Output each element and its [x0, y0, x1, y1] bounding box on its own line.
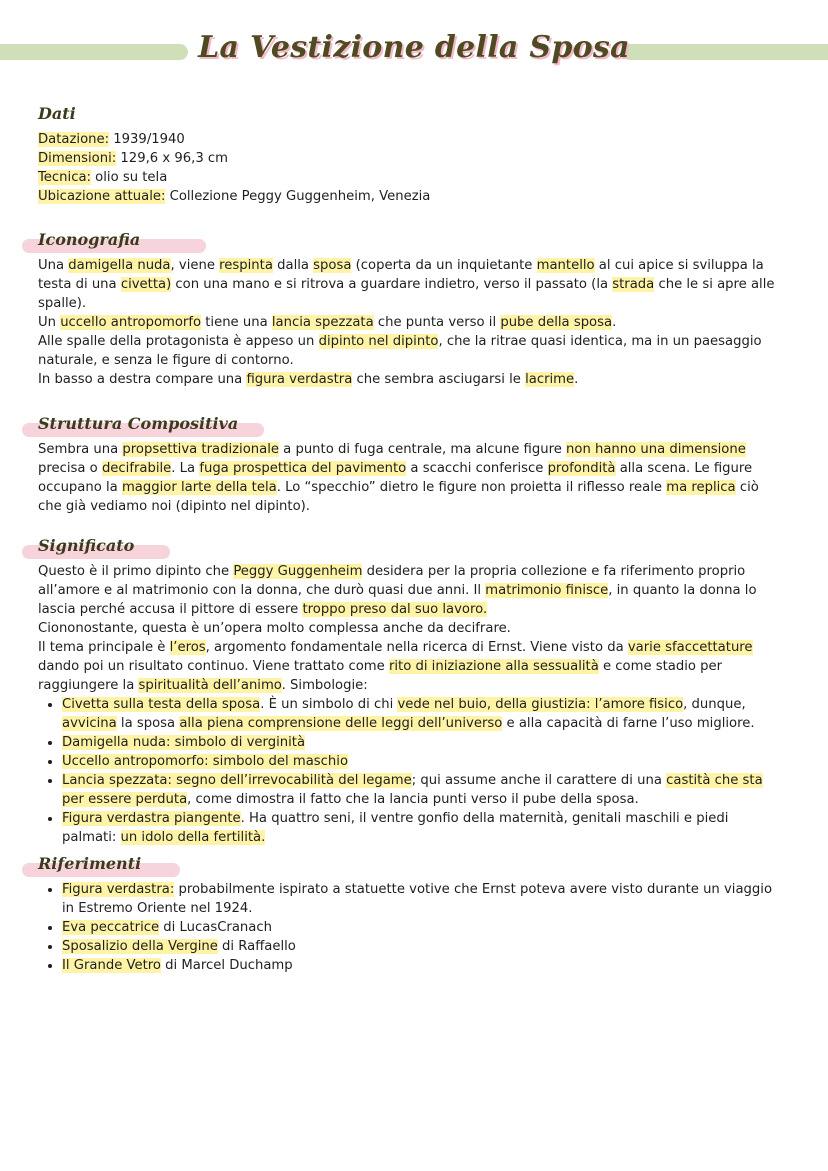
text-run: . [612, 315, 617, 330]
list-item [62, 809, 776, 847]
section-title: Iconografia [38, 230, 141, 249]
text-run: , dunque, [683, 697, 746, 712]
highlighted-text: pube della sposa [500, 315, 613, 330]
list-item [62, 880, 776, 918]
paragraph [38, 313, 776, 332]
text-run: Una [38, 258, 69, 273]
section-struttura [38, 414, 776, 516]
paragraph [38, 256, 776, 313]
paragraph [38, 370, 776, 389]
title-row [0, 30, 828, 78]
highlighted-text: spiritualità dell’animo [138, 678, 282, 693]
text-run: la sposa [116, 716, 180, 731]
highlighted-text: troppo preso dal suo lavoro. [302, 602, 488, 617]
highlighted-text: Il Grande Vetro [62, 958, 161, 973]
paragraph [38, 562, 776, 619]
dati-row [38, 168, 776, 187]
highlighted-text: decifrabile [101, 461, 172, 476]
riferimenti-list [38, 880, 776, 975]
section-iconografia [38, 230, 776, 389]
highlighted-text: lacrime [525, 372, 575, 387]
dati-row [38, 130, 776, 149]
highlighted-text: varie sfaccettature [627, 640, 753, 655]
section-title: Struttura Compositiva [38, 414, 239, 433]
section-title: Significato [38, 536, 135, 555]
iconografia-body [38, 256, 776, 389]
highlighted-text: avvicina [62, 716, 117, 731]
text-run: Ciononostante, questa è un’opera molto complessa anche da decifrare. [38, 621, 511, 636]
text-run: . La [171, 461, 200, 476]
highlighted-text: profondità [547, 461, 616, 476]
text-run: al cui apice si sviluppa la testa di una [38, 258, 764, 292]
list-item [62, 956, 776, 975]
significato-symbols-list [38, 695, 776, 847]
paragraph [38, 638, 776, 695]
highlighted-text: propsettiva tradizionale [122, 442, 279, 457]
text-run: Questo è il primo dipinto che [38, 564, 234, 579]
text-run: probabilmente ispirato a statuette votive che Ernst poteva avere visto durante un viaggio in Estremo Oriente nel 1924. [62, 882, 773, 916]
text-run: . Ha quattro seni, il ventre gonfio della maternità, genitali maschili e piedi palmati: [62, 811, 729, 845]
significato-body [38, 562, 776, 695]
page-title: La Vestizione della Sposa [198, 30, 630, 65]
dati-row [38, 149, 776, 168]
highlighted-text: Figura verdastra: [62, 882, 175, 897]
section-header [38, 854, 776, 880]
dati-value: olio su tela [90, 170, 168, 185]
highlighted-text: Figura verdastra piangente [62, 811, 241, 826]
highlighted-text: vede nel buio, della giustizia: l’amore fisico [397, 697, 684, 712]
list-item [62, 937, 776, 956]
highlighted-text: non hanno una dimensione [566, 442, 746, 457]
highlighted-text: lancia spezzata [271, 315, 374, 330]
text-run: , viene [170, 258, 220, 273]
text-run: e alla capacità di farne l’uso migliore. [502, 716, 755, 731]
highlighted-text: Peggy Guggenheim [233, 564, 363, 579]
highlighted-text: Sposalizio della Vergine [62, 939, 218, 954]
highlighted-text: sposa [313, 258, 352, 273]
text-run: di Raffaello [217, 939, 296, 954]
section-header [38, 230, 776, 256]
highlighted-text: un idolo della fertilità. [120, 830, 266, 845]
text-run: , come dimostra il fatto che la lancia punti verso il pube della sposa. [187, 792, 639, 807]
text-run: Un [38, 315, 61, 330]
highlighted-text: strada [612, 277, 655, 292]
text-run: con una mano e si ritrova a guardare indietro, verso il passato (la [171, 277, 613, 292]
highlighted-text: figura verdastra [246, 372, 353, 387]
dati-label: Tecnica: [38, 170, 91, 185]
text-run: , che la ritrae quasi identica, ma in un paesaggio naturale, e senza le figure di contorno. [38, 334, 762, 368]
list-item [62, 918, 776, 937]
text-run: (coperta da un inquietante [351, 258, 537, 273]
highlighted-text: dipinto nel dipinto [318, 334, 439, 349]
list-item [62, 695, 776, 733]
highlighted-text: respinta [219, 258, 273, 273]
text-run: che le si apre alle spalle). [38, 277, 775, 311]
text-run: . Simbologie: [281, 678, 368, 693]
text-run: ciò che già vediamo noi (dipinto nel dipinto). [38, 480, 759, 514]
highlighted-text: castità che sta per essere perduta [62, 773, 763, 807]
paragraph [38, 332, 776, 370]
text-run: Il tema principale è [38, 640, 170, 655]
text-run: Sembra una [38, 442, 123, 457]
highlighted-text: civetta) [120, 277, 172, 292]
highlighted-text: damigella nuda [68, 258, 171, 273]
highlighted-text: uccello antropomorfo [60, 315, 202, 330]
section-header [38, 536, 776, 562]
list-item [62, 771, 776, 809]
highlighted-text: l’eros [169, 640, 206, 655]
text-run: a scacchi conferisce [406, 461, 548, 476]
text-run: di Marcel Duchamp [160, 958, 293, 973]
highlighted-text: rito di iniziazione alla sessualità [388, 659, 599, 674]
struttura-body [38, 440, 776, 516]
highlighted-text: ma replica [666, 480, 736, 495]
highlighted-text: mantello [536, 258, 595, 273]
dati-label: Dimensioni: [38, 151, 117, 166]
text-run: ; qui assume anche il carattere di una [411, 773, 667, 788]
text-run: tiene una [201, 315, 272, 330]
text-run: dando poi un risultato continuo. Viene trattato come [38, 659, 389, 674]
section-dati [38, 104, 776, 206]
text-run: dalla [272, 258, 314, 273]
text-run: . È un simbolo di chi [260, 697, 398, 712]
section-riferimenti [38, 854, 776, 975]
text-run: di LucasCranach [159, 920, 272, 935]
text-run: precisa o [38, 461, 102, 476]
dati-label: Datazione: [38, 132, 110, 147]
section-header [38, 414, 776, 440]
text-run: , in quanto la donna lo lascia perché accusa il pittore di essere [38, 583, 757, 617]
paragraph [38, 440, 776, 516]
text-run: e come stadio per raggiungere la [38, 659, 723, 693]
text-run: desidera per la propria collezione e fa riferimento proprio all’amore e al matrimonio con la donna, che durò quasi due anni. Il [38, 564, 746, 598]
dati-list [38, 130, 776, 206]
dati-value: 129,6 x 96,3 cm [116, 151, 229, 166]
text-run: Alle spalle della protagonista è appeso un [38, 334, 319, 349]
paragraph [38, 619, 776, 638]
dati-value: Collezione Peggy Guggenheim, Venezia [165, 189, 431, 204]
highlighted-text: Lancia spezzata: segno dell’irrevocabilità del legame [62, 773, 412, 788]
highlighted-text: Damigella nuda: simbolo di verginità [62, 735, 306, 750]
text-run: , argomento fondamentale nella ricerca di Ernst. Viene visto da [205, 640, 628, 655]
highlighted-text: Civetta sulla testa della sposa [62, 697, 261, 712]
text-run: che sembra asciugarsi le [352, 372, 526, 387]
text-run: che punta verso il [373, 315, 501, 330]
list-item [62, 752, 776, 771]
section-title: Riferimenti [38, 854, 142, 873]
text-run: . [574, 372, 579, 387]
section-header [38, 104, 776, 130]
text-run: alla scena. Le figure occupano la [38, 461, 753, 495]
highlighted-text: Eva peccatrice [62, 920, 160, 935]
text-run: . Lo “specchio” dietro le figure non proietta il riflesso reale [276, 480, 667, 495]
dati-value: 1939/1940 [109, 132, 185, 147]
section-title: Dati [38, 104, 76, 123]
section-significato [38, 536, 776, 847]
text-run: In basso a destra compare una [38, 372, 247, 387]
dati-label: Ubicazione attuale: [38, 189, 166, 204]
highlighted-text: fuga prospettica del pavimento [199, 461, 407, 476]
highlighted-text: maggior larte della tela [121, 480, 277, 495]
text-run: a punto di fuga centrale, ma alcune figure [278, 442, 567, 457]
dati-row [38, 187, 776, 206]
list-item [62, 733, 776, 752]
highlighted-text: alla piena comprensione delle leggi dell’universo [179, 716, 503, 731]
highlighted-text: Uccello antropomorfo: simbolo del maschio [62, 754, 349, 769]
highlighted-text: matrimonio finisce [485, 583, 609, 598]
